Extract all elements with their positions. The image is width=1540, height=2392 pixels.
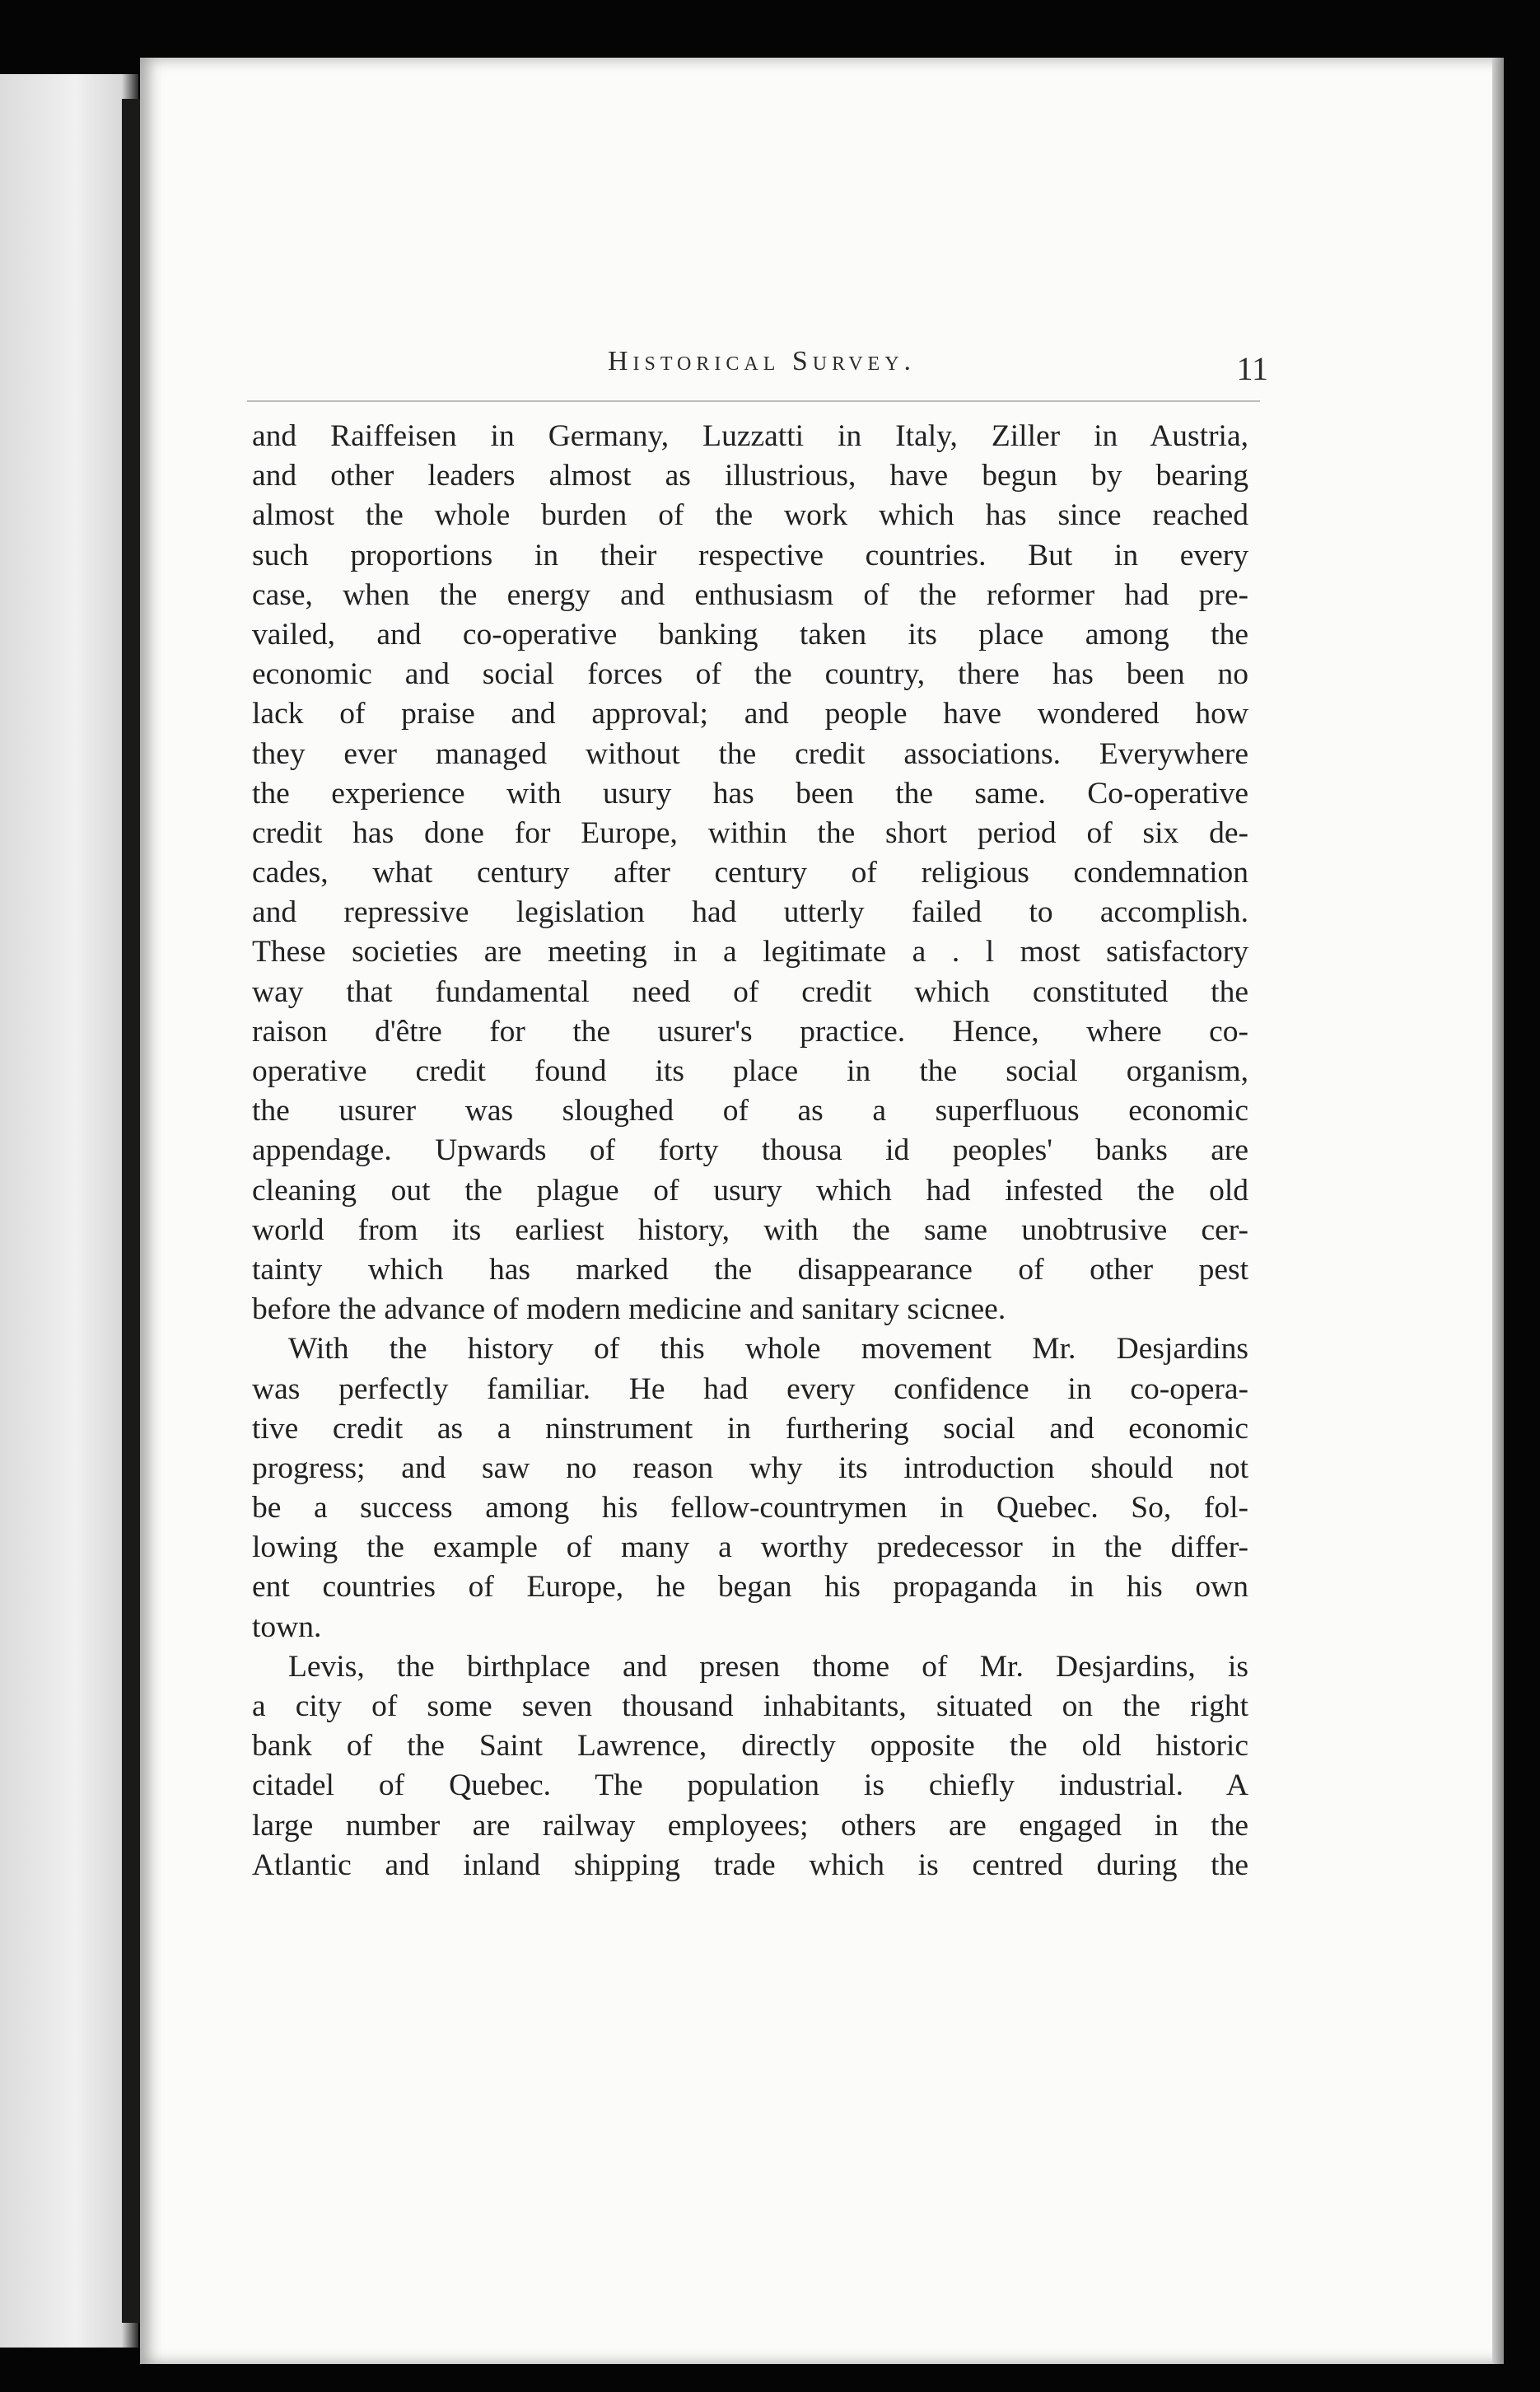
page-number: 11 bbox=[1236, 350, 1268, 387]
body-text bbox=[252, 417, 1248, 1885]
paragraph-1 bbox=[252, 417, 1248, 1329]
text-line: the experience with usury has been the same. Co-operative bbox=[252, 776, 1248, 811]
gutter-shadow bbox=[122, 99, 140, 2323]
text-line: such proportions in their respective countries. But in every bbox=[252, 538, 1248, 572]
text-line: before the advance of modern medicine and sanitary scicnee. bbox=[252, 1292, 1006, 1327]
text-line: and repressive legislation had utterly failed to accomplish. bbox=[252, 895, 1248, 930]
text-line: appendage. Upwards of forty thousa id peoples' banks are bbox=[252, 1133, 1248, 1168]
text-line: citadel of Quebec. The population is chiefly industrial. A bbox=[252, 1768, 1248, 1803]
text-line: tainty which has marked the disappearance of other pest bbox=[252, 1252, 1248, 1287]
text-line: a city of some seven thousand inhabitants, situated on the right bbox=[252, 1689, 1248, 1723]
right-page-edge bbox=[1492, 58, 1504, 2364]
text-line: be a success among his fellow-countrymen in Quebec. So, fol- bbox=[252, 1491, 1248, 1525]
text-line: the usurer was sloughed of as a superfluous economic bbox=[252, 1094, 1248, 1128]
text-line: almost the whole burden of the work which has since reached bbox=[252, 498, 1248, 533]
text-line: town. bbox=[252, 1609, 322, 1644]
text-line: lowing the example of many a worthy predecessor in the differ- bbox=[252, 1530, 1248, 1565]
paragraph-3 bbox=[252, 1647, 1248, 1885]
text-line: and other leaders almost as illustrious, have begun by bearing bbox=[252, 459, 1248, 493]
running-title: Historical Survey. bbox=[607, 346, 917, 376]
text-line: Levis, the birthplace and presen thome of Mr. Desjardins, is bbox=[288, 1649, 1248, 1684]
text-line: credit has done for Europe, within the short period of six de- bbox=[252, 815, 1248, 850]
text-line: ent countries of Europe, he began his propaganda in his own bbox=[252, 1570, 1248, 1605]
text-line: lack of praise and approval; and people have wondered how bbox=[252, 697, 1248, 731]
text-line: was perfectly familiar. He had every confidence in co-opera- bbox=[252, 1371, 1248, 1406]
text-line: cleaning out the plague of usury which had infested the old bbox=[252, 1173, 1248, 1208]
text-line: operative credit found its place in the social organism, bbox=[252, 1054, 1248, 1088]
text-line: cades, what century after century of religious condemnation bbox=[252, 856, 1248, 890]
text-line: With the history of this whole movement Mr. Desjardins bbox=[288, 1332, 1248, 1367]
paragraph-2 bbox=[252, 1329, 1248, 1647]
text-line: large number are railway employees; others are engaged in the bbox=[252, 1808, 1248, 1843]
text-line: and Raiffeisen in Germany, Luzzatti in Italy, Ziller in Austria, bbox=[252, 419, 1248, 453]
header-rule bbox=[247, 400, 1260, 402]
text-line: tive credit as a ninstrument in furthering social and economic bbox=[252, 1411, 1248, 1446]
text-line: world from its earliest history, with the same unobtrusive cer- bbox=[252, 1212, 1248, 1247]
text-line: way that fundamental need of credit which constituted the bbox=[252, 974, 1248, 1009]
text-line: economic and social forces of the country, there has been no bbox=[252, 657, 1248, 692]
text-line: These societies are meeting in a legitimate a . l most satisfactory bbox=[252, 935, 1248, 969]
text-line: they ever managed without the credit associations. Everywhere bbox=[252, 736, 1248, 771]
text-line: bank of the Saint Lawrence, directly opposite the old historic bbox=[252, 1729, 1248, 1764]
text-line: raison d'être for the usurer's practice. Hence, where co- bbox=[252, 1014, 1248, 1049]
text-line: case, when the energy and enthusiasm of the reformer had pre- bbox=[252, 577, 1248, 612]
left-page-edge bbox=[0, 74, 138, 2348]
text-line: progress; and saw no reason why its introduction should not bbox=[252, 1451, 1248, 1485]
text-line: vailed, and co-operative banking taken its place among the bbox=[252, 617, 1248, 652]
text-line: Atlantic and inland shipping trade which is centred during the bbox=[252, 1848, 1248, 1882]
running-head bbox=[255, 346, 1268, 395]
